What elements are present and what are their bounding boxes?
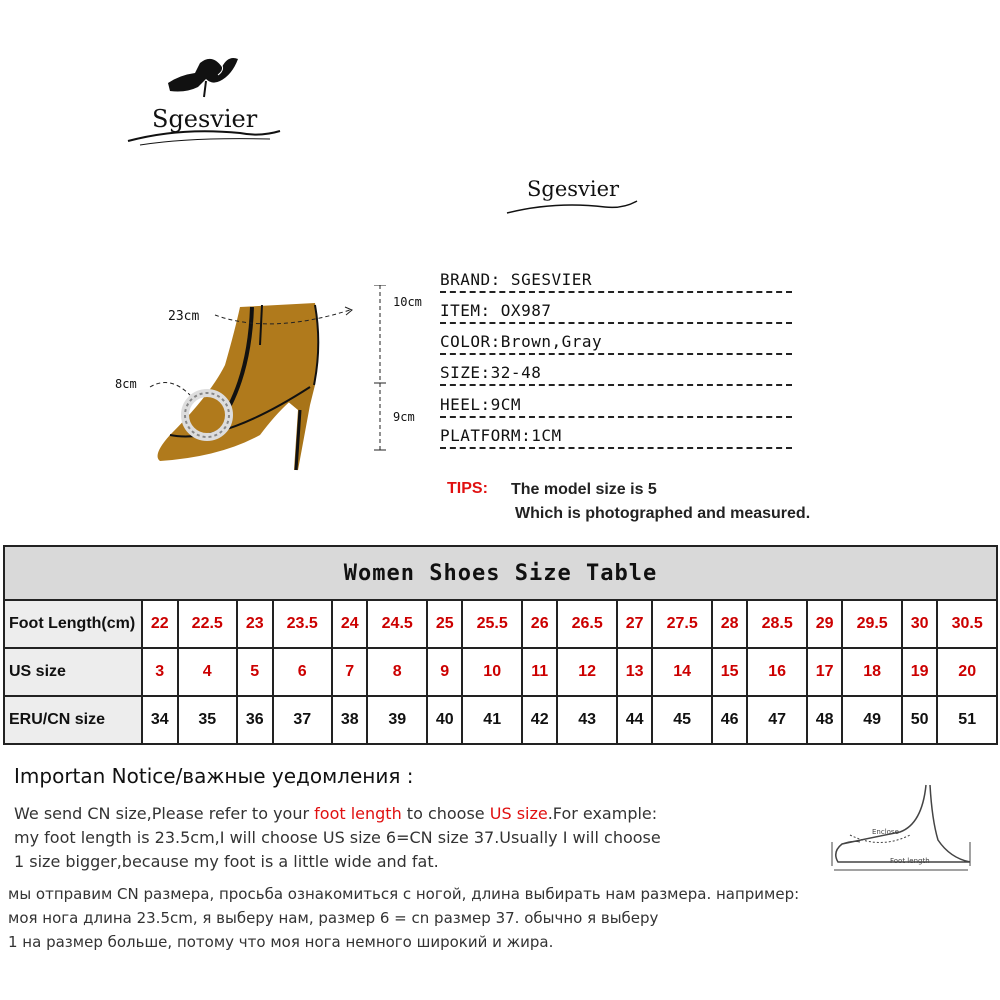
row-label: ERU/CN size (4, 696, 142, 744)
table-cell: 47 (747, 696, 806, 744)
table-cell: 18 (842, 648, 901, 696)
ankle-boot-icon (110, 285, 440, 485)
table-cell: 26.5 (557, 600, 616, 648)
table-cell: 22.5 (178, 600, 237, 648)
table-cell: 38 (332, 696, 368, 744)
table-cell: 26 (522, 600, 558, 648)
spec-divider (440, 447, 792, 449)
spec-color: COLOR:Brown,Gray (440, 332, 603, 351)
table-cell: 11 (522, 648, 558, 696)
table-cell: 37 (273, 696, 332, 744)
table-cell: 13 (617, 648, 653, 696)
notice-text: to choose (401, 804, 490, 823)
size-table-title: Women Shoes Size Table (4, 546, 997, 600)
row-label: Foot Length(cm) (4, 600, 142, 648)
table-cell: 24 (332, 600, 368, 648)
table-cell: 48 (807, 696, 843, 744)
table-cell: 22 (142, 600, 178, 648)
table-cell: 8 (367, 648, 426, 696)
spec-brand: BRAND: SGESVIER (440, 270, 592, 289)
table-cell: 29 (807, 600, 843, 648)
foot-length-label: Foot length (890, 857, 930, 865)
notice-text: .For example: (547, 804, 658, 823)
table-cell: 6 (273, 648, 332, 696)
notice-text: We send CN size,Please refer to your (14, 804, 315, 823)
notice-ru-line-3: 1 на размер больше, потому что моя нога немного широкий и жира. (8, 933, 554, 951)
table-cell: 45 (652, 696, 711, 744)
table-cell: 23.5 (273, 600, 332, 648)
table-cell: 42 (522, 696, 558, 744)
foot-icon (830, 780, 990, 880)
tips-label: TIPS: (447, 480, 488, 497)
brand-logo-small (505, 175, 640, 220)
notice-heading: Importan Notice/важные уедомления : (14, 764, 414, 788)
spec-divider (440, 353, 792, 355)
table-cell: 25.5 (462, 600, 521, 648)
measure-circumference-label: 23cm (168, 309, 200, 324)
table-cell: 39 (367, 696, 426, 744)
table-cell: 27 (617, 600, 653, 648)
measure-heel-label: 9cm (393, 410, 415, 424)
highlight-foot-length: foot length (314, 804, 402, 823)
table-cell: 9 (427, 648, 463, 696)
table-cell: 27.5 (652, 600, 711, 648)
table-row (4, 600, 997, 648)
table-cell: 29.5 (842, 600, 901, 648)
enclose-label: Enclose (872, 828, 899, 836)
measure-shaft-label: 10cm (393, 295, 422, 309)
table-cell: 30.5 (937, 600, 997, 648)
spec-divider (440, 322, 792, 324)
brand-logo-large (120, 45, 290, 155)
table-cell: 30 (902, 600, 938, 648)
logo-wordmark-2: Sgesvier (527, 177, 620, 201)
notice-ru-line-2: моя нога длина 23.5cm, я выберу нам, размер 6 = cn размер 37. обычно я выберу (8, 909, 659, 927)
measure-ankle-label: 8cm (115, 377, 137, 391)
row-label: US size (4, 648, 142, 696)
table-cell: 24.5 (367, 600, 426, 648)
size-table (3, 545, 998, 745)
table-cell: 50 (902, 696, 938, 744)
spec-size: SIZE:32-48 (440, 363, 542, 382)
table-cell: 28 (712, 600, 748, 648)
table-cell: 15 (712, 648, 748, 696)
spec-divider (440, 384, 792, 386)
foot-measure-diagram (830, 780, 990, 880)
shoe-butterfly-icon (120, 45, 290, 155)
table-cell: 40 (427, 696, 463, 744)
table-cell: 7 (332, 648, 368, 696)
table-cell: 12 (557, 648, 616, 696)
table-cell: 4 (178, 648, 237, 696)
table-cell: 19 (902, 648, 938, 696)
notice-ru-line-1: мы отправим CN размера, просьба ознакомиться с ногой, длина выбирать нам размера. например: (8, 885, 800, 903)
spec-platform: PLATFORM:1CM (440, 426, 562, 445)
table-cell: 28.5 (747, 600, 806, 648)
spec-item: ITEM: OX987 (440, 301, 552, 320)
table-cell: 41 (462, 696, 521, 744)
logo-swoosh-icon (505, 175, 640, 220)
table-cell: 25 (427, 600, 463, 648)
table-cell: 17 (807, 648, 843, 696)
logo-wordmark: Sgesvier (152, 105, 258, 133)
table-row (4, 696, 997, 744)
tips-line-2: Which is photographed and measured. (515, 505, 811, 522)
boot-product-image (110, 285, 440, 485)
tips-line-1: The model size is 5 (511, 481, 657, 498)
table-cell: 43 (557, 696, 616, 744)
table-cell: 3 (142, 648, 178, 696)
table-cell: 44 (617, 696, 653, 744)
table-cell: 5 (237, 648, 273, 696)
table-row (4, 648, 997, 696)
table-cell: 34 (142, 696, 178, 744)
table-cell: 10 (462, 648, 521, 696)
highlight-us-size: US size (489, 804, 548, 823)
table-cell: 16 (747, 648, 806, 696)
notice-en-line-2: my foot length is 23.5cm,I will choose US size 6=CN size 37.Usually I will choose (14, 828, 661, 847)
table-cell: 46 (712, 696, 748, 744)
table-cell: 23 (237, 600, 273, 648)
spec-heel: HEEL:9CM (440, 395, 522, 414)
notice-en-line-3: 1 size bigger,because my foot is a little wide and fat. (14, 852, 439, 871)
table-cell: 14 (652, 648, 711, 696)
table-cell: 35 (178, 696, 237, 744)
table-cell: 36 (237, 696, 273, 744)
spec-divider (440, 416, 792, 418)
table-cell: 20 (937, 648, 997, 696)
table-cell: 49 (842, 696, 901, 744)
table-cell: 51 (937, 696, 997, 744)
spec-divider (440, 291, 792, 293)
notice-en-line-1 (14, 804, 657, 823)
